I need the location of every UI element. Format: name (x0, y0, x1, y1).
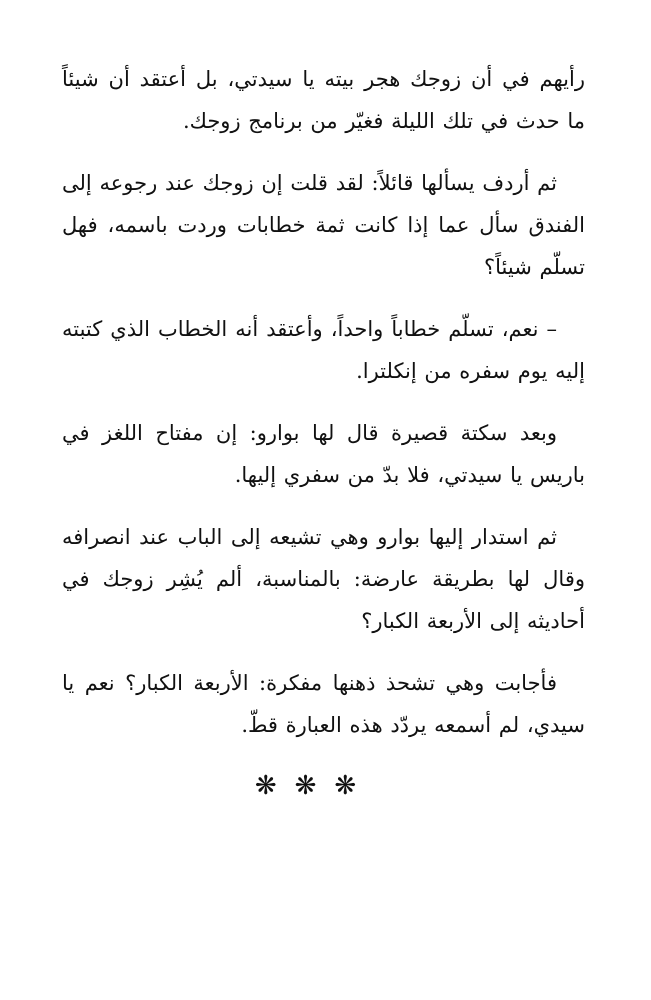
paragraph-reply: – نعم، تسلّم خطاباً واحداً، وأعتقد أنه الخطاب الذي كتبته إليه يوم سفره من إنكلترا. (62, 317, 585, 383)
paragraph-poirot-paris: وبعد سكتة قصيرة قال لها بوارو: إن مفتاح اللغز في باريس يا سيدتي، فلا بدّ من سفري إليها. (62, 421, 585, 487)
section-separator-icon: ❋❋❋ (254, 771, 375, 801)
book-page (62, 58, 585, 806)
paragraph-question: ثم أردف يسألها قائلاً: لقد قلت إن زوجك عند رجوعه إلى الفندق سأل عما إذا كانت ثمة خطابات وردت باسمه، فهل تسلّم شيئاً؟ (62, 171, 585, 279)
paragraph-big-four-question: ثم استدار إليها بوارو وهي تشيعه إلى الباب عند انصرافه وقال لها بطريقة عارضة: بالمناسبة، ألم يُشِر زوجك في أحاديثه إلى الأربعة الكبار؟ (62, 525, 585, 633)
paragraph-big-four-answer: فأجابت وهي تشحذ ذهنها مفكرة: الأربعة الكبار؟ نعم يا سيدي، لم أسمعه يردّد هذه العبارة قطّ. (62, 671, 585, 737)
paragraph-continuation: رأيهم في أن زوجك هجر بيته يا سيدتي، بل أعتقد أن شيئاً ما حدث في تلك الليلة فغيّر من برنامج زوجك. (62, 67, 585, 133)
